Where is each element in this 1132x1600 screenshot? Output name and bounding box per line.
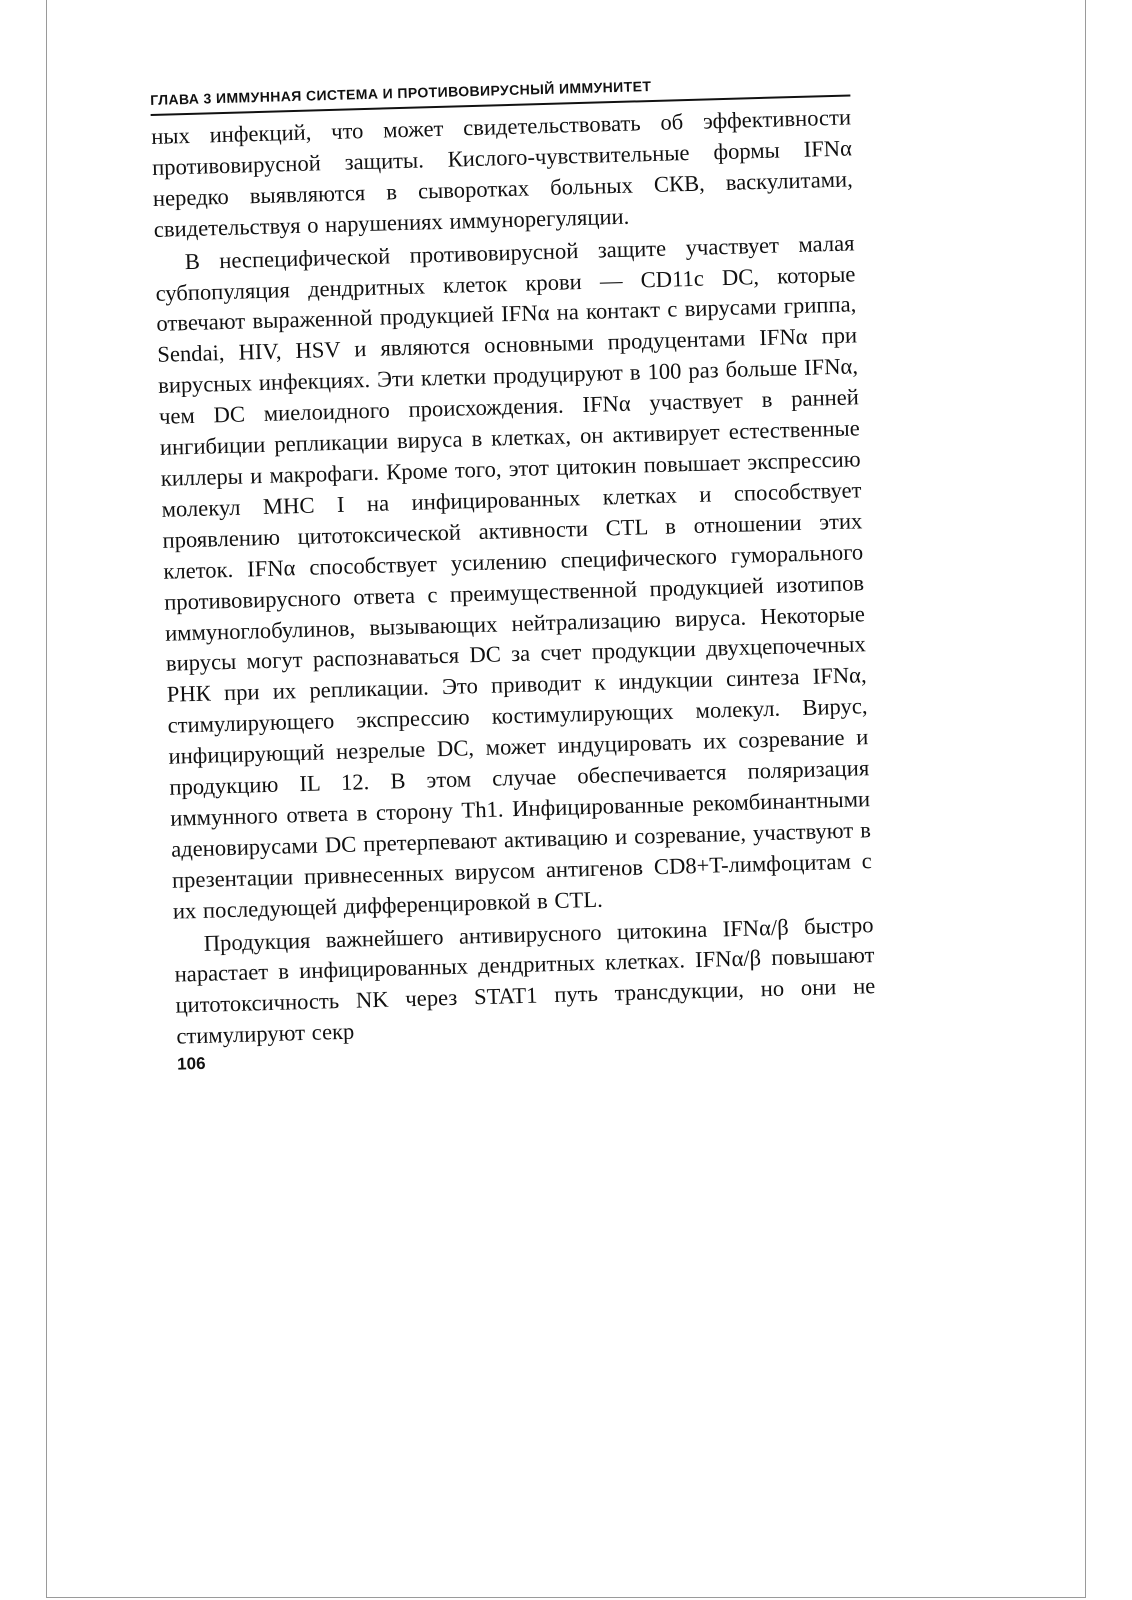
paragraph-1: ных инфекций, что может свидетельствовать об эффективности противовирусной защиты. Кислого-чувствительные формы IFNα нередко выявляются в сыворотках больных СКВ, васкулитами, свидетельствуя о нарушениях иммунорегуляции. [150, 104, 854, 242]
paragraph-2: В неспецифической противовирусной защите участвует малая субпопуляция дендритных клеток крови — CD11c DC, которые отвечают выраженной продукцией IFNα на контакт с вирусами гриппа, Sendai, HIV, HSV и являются основными продуцентами IFNα при вирусных инфекциях. Эти клетки продуцируют в 100 раз больше IFNα, чем DC миелоидного происхождения. IFNα участвует в ранней ингибиции репликации вируса в клетках, он активирует естественные киллеры и макрофаги. Кроме того, этот цитокин повышает экспрессию молекул MHC I на инфицированных клетках и способствует проявлению цитотоксической активности CTL в отношении этих клеток. IFNα способствует усилению специфического гуморального противовирусного ответа с преимущественной продукцией изотипов иммуноглобулинов, вызывающих нейтрализацию вируса. Некоторые вирусы могут распознаваться DC за счет продукции двухцепочечных РНК при их репликации. Это приводит к индукции синтеза IFNα, стимулирующего экспрессию костимулирующих молекул. Вирус, инфицирующий незрелые DC, может индуцировать их созревание и продукцию IL 12. В этом случае обеспечивается поляризация иммунного ответа в сторону Th1. Инфицированные рекомбинантными аденовирусами DC претерпевают активацию и созревание, участвуют в презентации привнесенных вирусом антигенов CD8+T-лимфоцитам с их последующей дифференцировкой в CTL. [155, 230, 873, 924]
running-head: ГЛАВА 3 ИММУННАЯ СИСТЕМА И ПРОТИВОВИРУСНЫЙ ИММУНИТЕТ [150, 78, 652, 108]
paragraph-3: Продукция важнейшего антивирусного цитокина IFNα/β быстро нарастает в инфицированных дендритных клетках. IFNα/β повышают цитотоксичность NK через STAT1 путь трансдукции, но они не стимулируют секр [174, 911, 876, 1049]
page-number: 106 [176, 1054, 206, 1074]
book-page [150, 72, 877, 1074]
